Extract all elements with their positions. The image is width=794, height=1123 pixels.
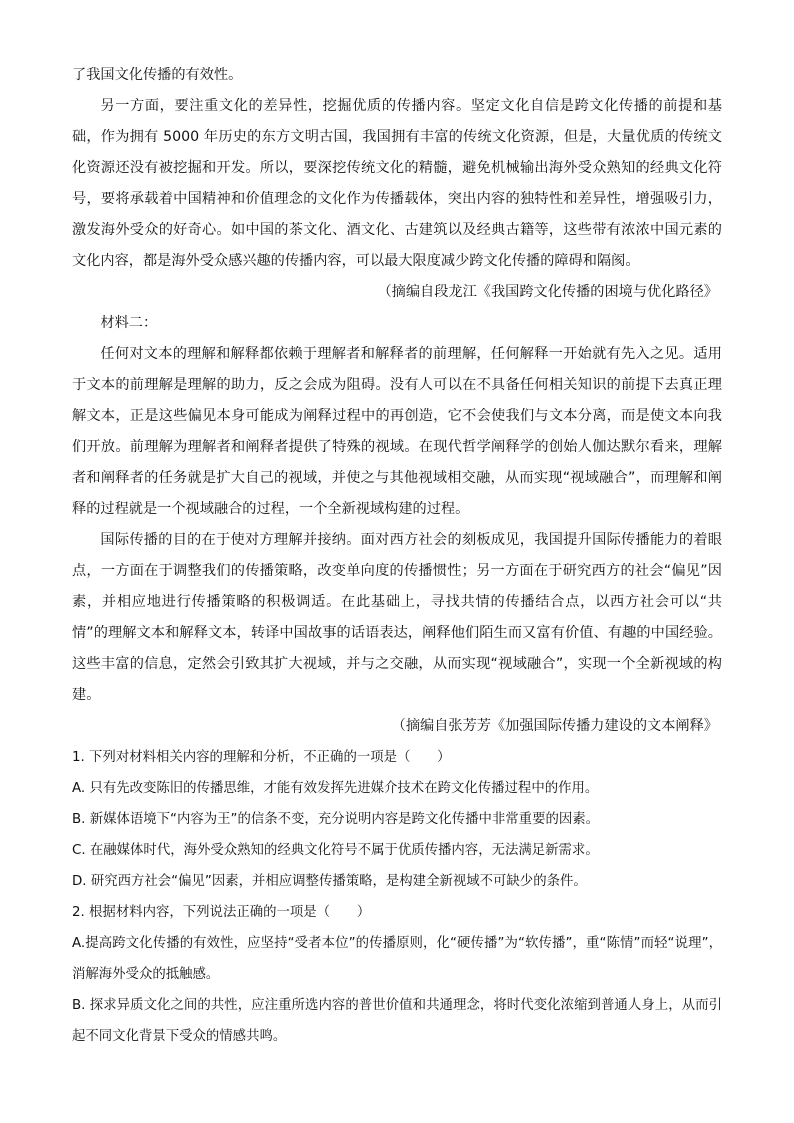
material-one-continuation: 了我国文化传播的有效性。 <box>72 67 243 83</box>
question-2 <box>72 897 722 1052</box>
material-two-paragraph-2: 国际传播的目的在于使对方理解并接纳。面对西方社会的刻板成见，我国提升国际传播能力的着眼点，一方面在于调整我们的传播策略，改变单向度的传播惯性；另一方面在于研究西方的社会“偏见”因素，并相应地进行传播策略的积极调适。在此基础上，寻找共情的传播结合点，以西方社会可以“共情”的理解文本和解释文本，转译中国故事的话语表达，阐释他们陌生而又富有价值、有趣的中国经验。这些丰富的信息，定然会引致其扩大视域，并与之交融，从而实现“视域融合”，实现一个全新视域的构建。 <box>72 532 722 703</box>
question-2-option-a[interactable]: A.提高跨文化传播的有效性，应坚持“受者本位”的传播原则，化“硬传播”为“软传播”，重“陈情”而轻“说理”，消解海外受众的抵触感。 <box>72 936 722 982</box>
question-1-option-b[interactable]: B. 新媒体语境下“内容为王”的信条不变，充分说明内容是跨文化传播中非常重要的因素。 <box>72 812 600 827</box>
question-2-stem: 2. 根据材料内容，下列说法正确的一项是（ ） <box>72 905 371 920</box>
question-1-option-d[interactable]: D. 研究西方社会“偏见”因素，并相应调整传播策略，是构建全新视域不可缺少的条件。 <box>72 874 587 889</box>
document-page <box>72 60 722 1052</box>
question-2-option-b[interactable]: B. 探求异质文化之间的共性，应注重所选内容的普世价值和共通理念，将时代变化浓缩到普通人身上，从而引起不同文化背景下受众的情感共鸣。 <box>72 998 722 1044</box>
question-1-option-a[interactable]: A. 只有先改变陈旧的传播思维，才能有效发挥先进媒介技术在跨文化传播过程中的作用。 <box>72 781 599 796</box>
material-two-source: （摘编自张芳芳《加强国际传播力建设的文本阐释》 <box>391 718 718 734</box>
question-1-option-c[interactable]: C. 在融媒体时代，海外受众熟知的经典文化符号不属于优质传播内容，无法满足新需求。 <box>72 843 599 858</box>
question-1-stem: 1. 下列对材料相关内容的理解和分析，不正确的一项是（ ） <box>72 750 451 765</box>
question-1 <box>72 742 722 897</box>
material-one-paragraph: 另一方面，要注重文化的差异性，挖掘优质的传播内容。坚定文化自信是跨文化传播的前提和基础，作为拥有 5000 年历史的东方文明古国，我国拥有丰富的传统文化资源，但是，大量优质的传统文化资源还没有被挖掘和开发。所以，要深挖传统文化的精髓，避免机械输出海外受众熟知的经典文化符号，要将承载着中国精神和价值理念的文化作为传播载体，突出内容的独特性和差异性，增强吸引力，激发海外受众的好奇心。如中国的茶文化、酒文化、古建筑以及经典古籍等，这些带有浓浓中国元素的文化内容，都是海外受众感兴趣的传播内容，可以最大限度减少跨文化传播的障碍和隔阂。 <box>72 98 722 269</box>
material-one-source: （摘编自段龙江《我国跨文化传播的困境与优化路径》 <box>377 284 718 300</box>
material-two-heading: 材料二： <box>100 315 158 331</box>
material-two-paragraph-1: 任何对文本的理解和解释都依赖于理解者和解释者的前理解，任何解释一开始就有先入之见。适用于文本的前理解是理解的助力，反之会成为阻碍。没有人可以在不具备任何相关知识的前提下去真正理解文本，正是这些偏见本身可能成为阐释过程中的再创造，它不会使我们与文本分离，而是使文本向我们开放。前理解为理解者和阐释者提供了特殊的视域。在现代哲学阐释学的创始人伽达默尔看来，理解者和阐释者的任务就是扩大自己的视域，并使之与其他视域相交融，从而实现“视域融合”，而理解和阐释的过程就是一个视域融合的过程，一个全新视域构建的过程。 <box>72 346 722 517</box>
